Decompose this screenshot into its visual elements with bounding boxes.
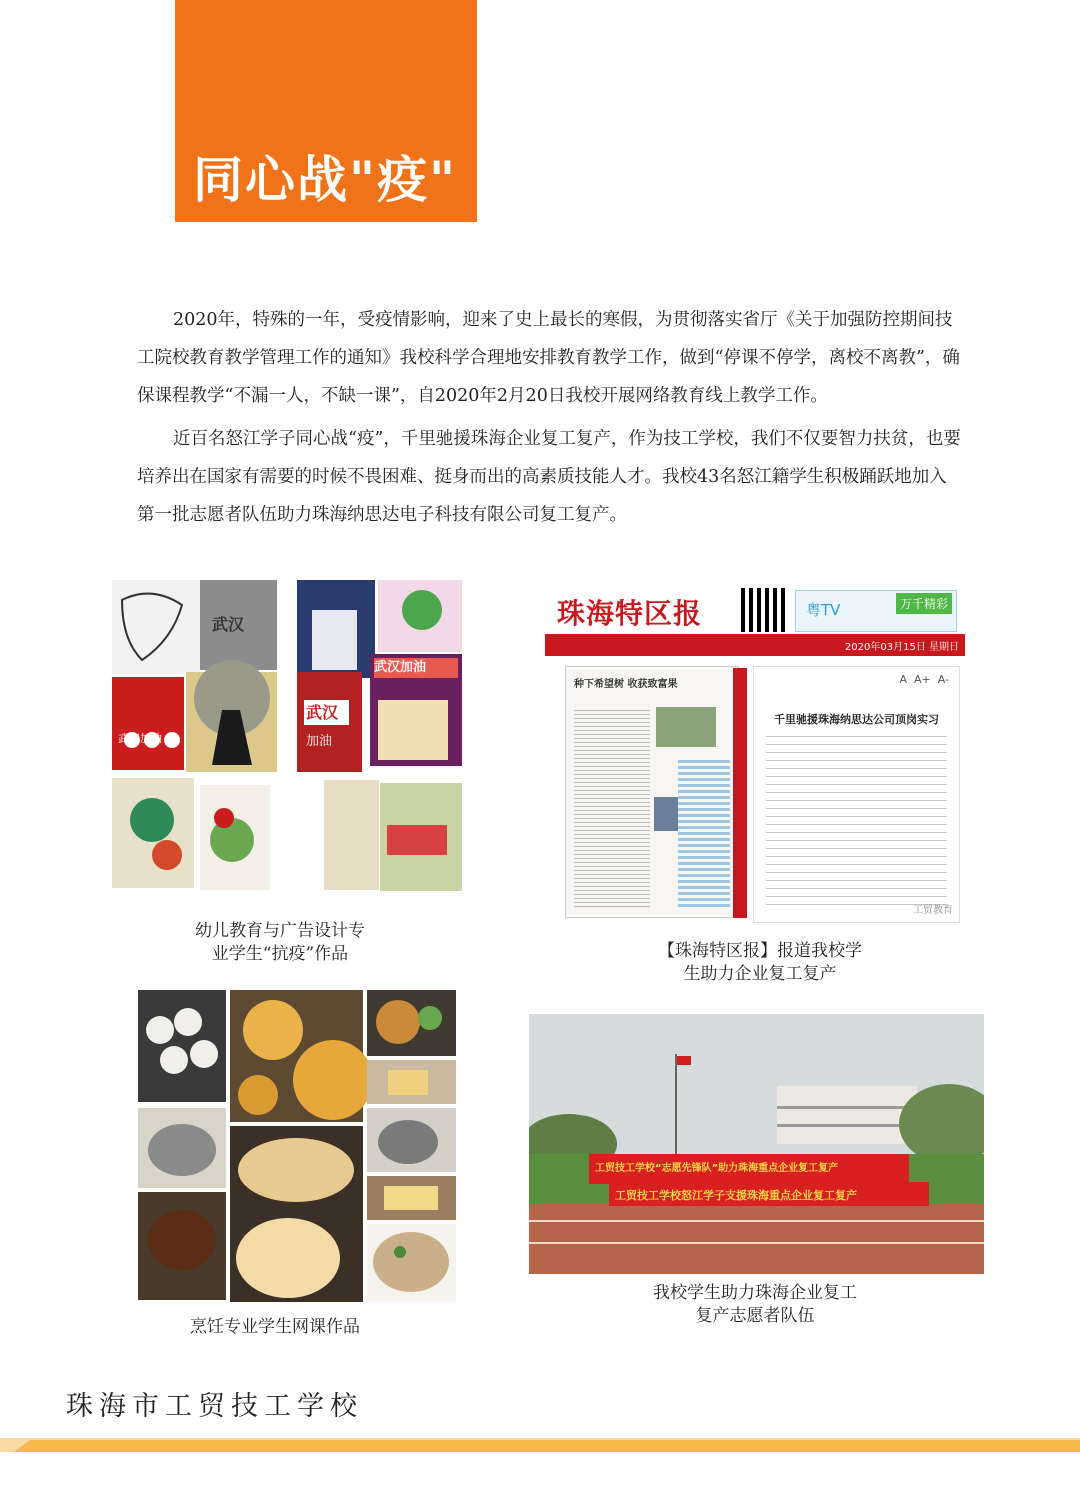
- zoom-reset[interactable]: A: [899, 673, 907, 686]
- svg-text:武汉: 武汉: [212, 615, 245, 634]
- artwork-label-1: 武汉加油: [374, 660, 427, 675]
- tv-banner-text: 万千精彩: [896, 593, 952, 614]
- artwork-label-2: 武汉加油: [118, 732, 162, 745]
- cooking-collage-photo: [138, 990, 456, 1302]
- intro-paragraph-2: 近百名怒江学子同心战“疫”，千里驰援珠海企业复工复产，作为技工学校，我们不仅要智力扶贫，也要培养出在国家有需要的时候不畏困难、挺身而出的高素质技能人才。我校43名怒江籍学生积极踊跃地加入第一批志愿者队伍助力珠海纳思达电子科技有限公司复工复产。: [137, 429, 961, 525]
- footer-stripe: [0, 1440, 1080, 1452]
- newspaper-text-columns: [574, 707, 650, 907]
- page-title: 同心战"疫": [193, 151, 458, 209]
- article-title: 千里驰援珠海纳思达公司顶岗实习: [774, 713, 939, 726]
- zoom-controls[interactable]: [899, 673, 949, 686]
- title-banner: [175, 0, 477, 222]
- volunteer-banner-back: 工贸技工学校“志愿先锋队”助力珠海重点企业复工复产: [595, 1163, 839, 1174]
- artwork-collage-photo: [112, 580, 462, 910]
- newspaper-date: 2020年03月15日 星期日: [844, 642, 959, 653]
- zoom-out[interactable]: A-: [937, 673, 949, 686]
- article-body: [766, 735, 947, 905]
- volunteers-photo: [529, 1014, 984, 1274]
- newspaper-page: [565, 666, 739, 918]
- tv-logo: [795, 590, 957, 632]
- newspaper-masthead: 珠海特区报: [557, 597, 703, 630]
- artwork-label-3: 武汉: [306, 703, 339, 722]
- newspaper-caption: [620, 940, 900, 986]
- cooking-caption: [160, 1316, 390, 1339]
- newspaper-navbar: [545, 634, 965, 656]
- article-watermark: 工贸教育: [913, 905, 953, 916]
- intro-paragraph-1: 2020年，特殊的一年，受疫情影响，迎来了史上最长的寒假，为贯彻落实省厅《关于加强防控期间技工院校教育教学管理工作的通知》我校科学合理地安排教育教学工作，做到“停课不停学，离校不离教”，确保课程教学“不漏一人，不缺一课”，自2020年2月20日我校开展网络教育线上教学工作。: [137, 310, 960, 406]
- newspaper-table: [678, 757, 730, 907]
- newspaper-side-tab: [733, 668, 747, 918]
- tv-logo-text: 粤TV: [806, 601, 841, 619]
- artwork-caption: [155, 920, 405, 966]
- volunteers-caption-line-1: 我校学生助力珠海企业复工: [653, 1283, 857, 1303]
- front-headline: 种下希望树 收获致富果: [574, 679, 678, 690]
- volunteer-banner-front: 工贸技工学校怒江学子支援珠海重点企业复工复产: [615, 1189, 857, 1202]
- newspaper-photo: [545, 582, 965, 927]
- zoom-in[interactable]: A+: [913, 673, 931, 686]
- newspaper-caption-line-1: 【珠海特区报】报道我校学: [658, 941, 862, 961]
- newspaper-caption-line-2: 生助力企业复工复产: [683, 964, 837, 984]
- cooking-caption-line-1: 烹饪专业学生网课作品: [190, 1317, 360, 1337]
- newspaper-photo-thumb: [656, 707, 716, 747]
- qr-code: [741, 588, 785, 632]
- artwork-caption-line-2: 业学生“抗疫”作品: [211, 944, 349, 964]
- artwork-caption-line-1: 幼儿教育与广告设计专: [195, 921, 365, 941]
- artwork-label-4: 加油: [306, 734, 333, 749]
- volunteers-caption-line-2: 复产志愿者队伍: [695, 1306, 815, 1326]
- volunteers-caption: [620, 1282, 890, 1328]
- footer-school-name: 珠海市工贸技工学校: [66, 1391, 363, 1422]
- article-panel: [753, 666, 960, 923]
